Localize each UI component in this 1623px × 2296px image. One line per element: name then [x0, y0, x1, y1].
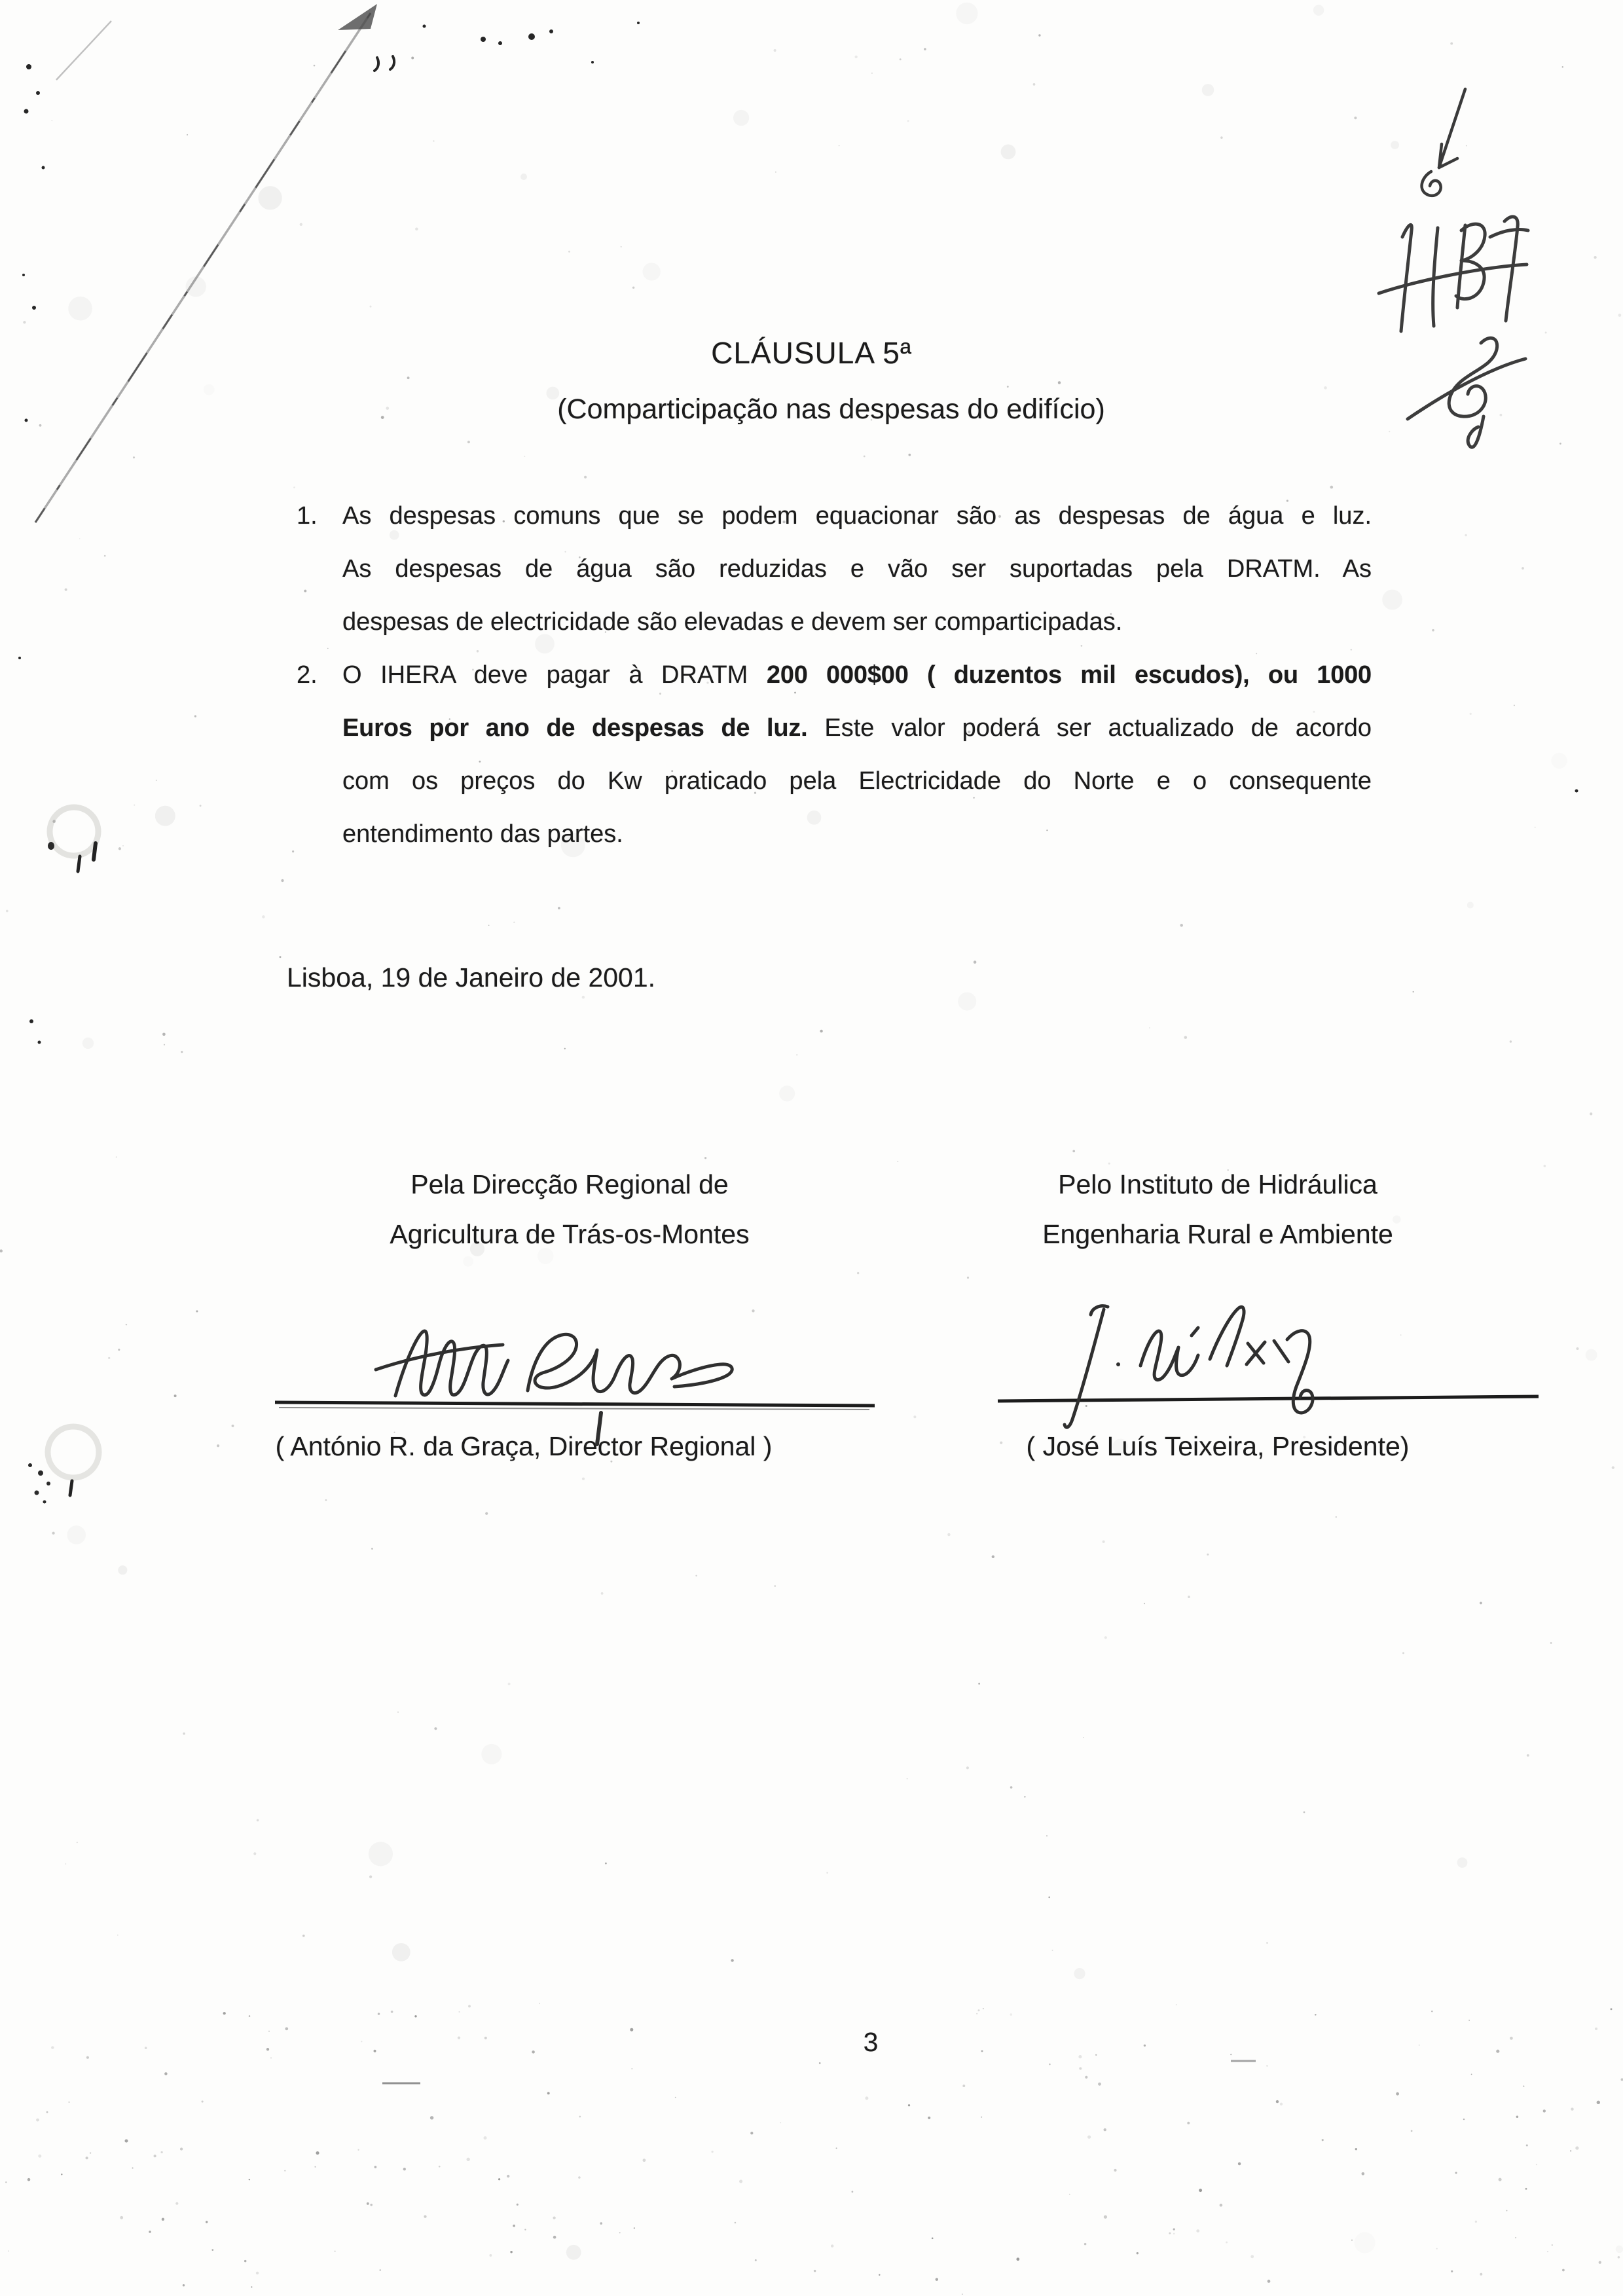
clause-subtitle: (Comparticipação nas despesas do edifício): [557, 393, 1105, 425]
right-signatory-org-line1: Pelo Instituto de Hidráulica: [1058, 1169, 1377, 1199]
clause-number: 2.: [297, 661, 318, 689]
dateline: Lisboa, 19 de Janeiro de 2001.: [287, 962, 656, 993]
left-signatory-name: ( António R. da Graça, Director Regional ): [275, 1431, 773, 1461]
right-signatory-name: ( José Luís Teixeira, Presidente): [1026, 1431, 1410, 1461]
left-signatory-org-line1: Pela Direcção Regional de: [410, 1169, 729, 1199]
clause-number: 1.: [297, 502, 318, 530]
clause-line: [342, 808, 1372, 861]
clause-text-segment: despesas de electricidade são elevadas e devem ser comparticipadas.: [342, 608, 1123, 636]
page-number: 3: [863, 2027, 879, 2057]
clause-line: [297, 649, 1372, 702]
clause-text-segment: As despesas comuns que se podem equacionar são as despesas de água e luz.: [342, 502, 1372, 530]
clause-text-segment: Euros por ano de despesas de luz.: [342, 714, 808, 742]
clause-title: CLÁUSULA 5ª: [711, 336, 912, 370]
clause-text-segment: com os preços do Kw praticado pela Electricidade do Norte e o consequente: [342, 767, 1372, 795]
clause-text-segment: As despesas de água são reduzidas e vão ser suportadas pela DRATM. As: [342, 555, 1372, 583]
clause-line: [342, 702, 1372, 755]
clause-text-segment: entendimento das partes.: [342, 820, 623, 848]
clauses-list: [297, 490, 1372, 861]
clause-text-segment: O IHERA deve pagar à DRATM: [342, 661, 767, 689]
right-signatory-org-line2: Engenharia Rural e Ambiente: [1042, 1219, 1393, 1249]
left-signatory-org-line2: Agricultura de Trás-os-Montes: [390, 1219, 750, 1249]
clause-line: [297, 490, 1372, 543]
clause-line: [342, 755, 1372, 808]
clause-line: [342, 543, 1372, 596]
clause-text-segment: 200 000$00 ( duzentos mil escudos), ou 1000: [766, 661, 1372, 689]
clause-line: [342, 596, 1372, 649]
clause-text-segment: Este valor poderá ser actualizado de acordo: [807, 714, 1372, 742]
